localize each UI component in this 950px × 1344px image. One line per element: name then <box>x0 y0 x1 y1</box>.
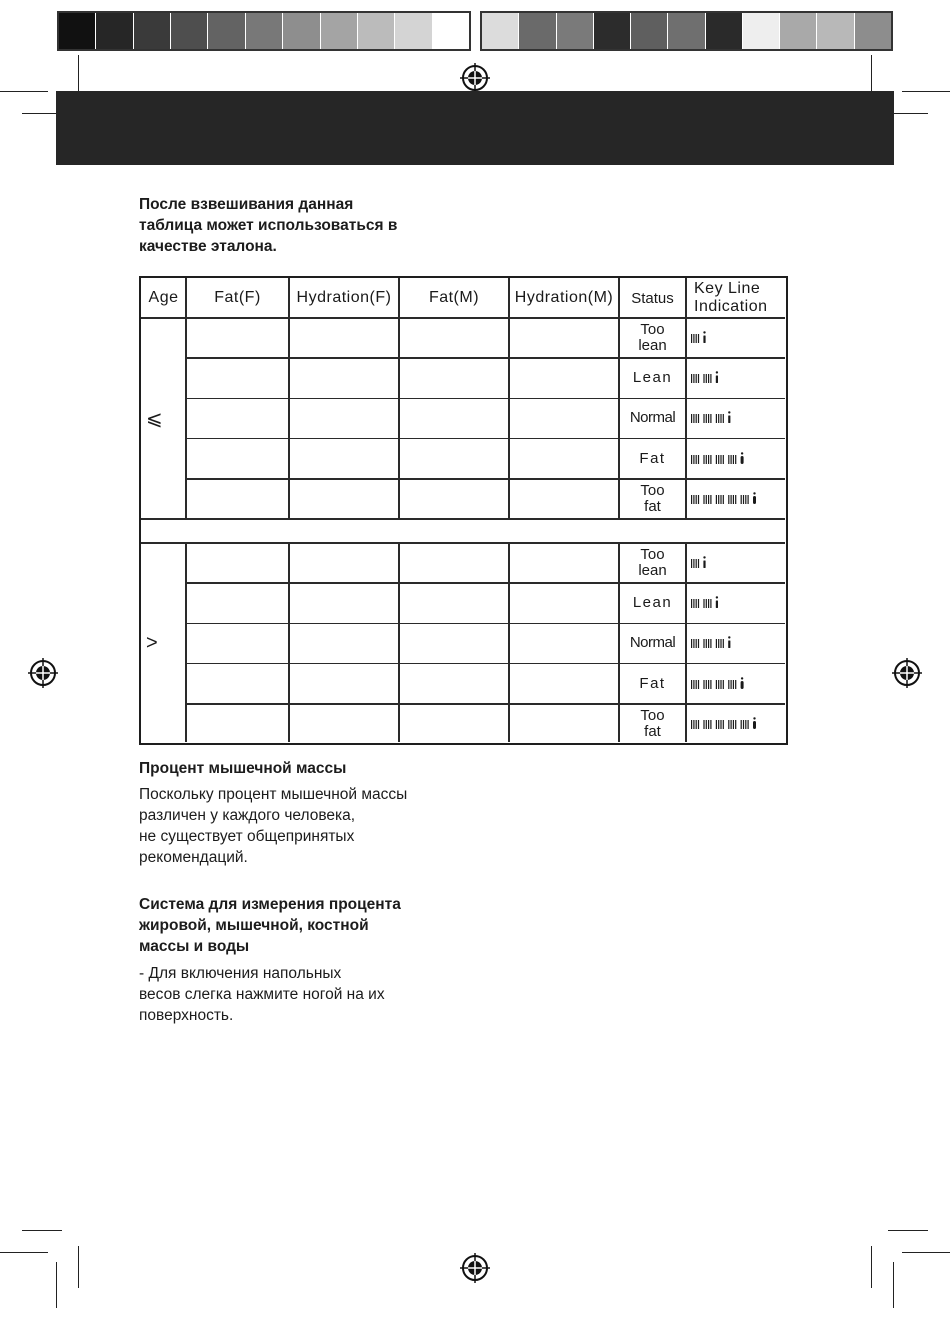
body-line: рекомендаций. <box>139 849 248 866</box>
color-swatch <box>171 13 208 49</box>
crop-mark <box>78 1246 79 1288</box>
color-swatch <box>321 13 358 49</box>
column-header: Status <box>631 289 674 307</box>
table-rule <box>288 543 290 742</box>
column-header: Age <box>148 289 179 306</box>
header-band <box>56 91 894 165</box>
bar-indicator-icon <box>690 596 724 610</box>
color-swatch <box>358 13 395 49</box>
key-line-indication <box>686 704 785 744</box>
table-rule <box>508 543 510 742</box>
status-label: Too fat <box>640 706 665 740</box>
status-label: Fat <box>639 674 666 692</box>
body-line: поверхность. <box>139 1007 234 1024</box>
color-swatch <box>594 13 631 49</box>
crop-mark <box>0 91 48 92</box>
title-line: массы и воды <box>139 938 250 955</box>
color-swatch <box>482 13 519 49</box>
bar-indicator-icon <box>690 411 736 425</box>
key-line-indication <box>686 543 785 583</box>
column-header: Fat(M) <box>428 289 480 306</box>
registration-mark-icon <box>28 658 58 688</box>
status-label: Too lean <box>638 321 667 355</box>
crop-mark <box>871 1246 872 1288</box>
color-swatch <box>780 13 817 49</box>
key-line-indication <box>686 583 785 623</box>
body-line: различен у каждого человека, <box>139 807 356 824</box>
muscle-section-title: Процент мышечной массы <box>139 760 347 777</box>
key-line-indication <box>686 479 785 519</box>
status-label: Fat <box>639 449 666 467</box>
intro-line: После взвешивания данная <box>139 196 354 213</box>
bar-indicator-icon <box>690 717 761 731</box>
crop-mark <box>902 91 950 92</box>
body-line: - Для включения напольных <box>139 965 342 982</box>
intro-line: таблица может использоваться в <box>139 217 398 234</box>
bar-indicator-icon <box>690 492 761 506</box>
crop-mark <box>888 113 928 114</box>
crop-mark <box>902 1252 950 1253</box>
status-label: Too fat <box>640 481 665 515</box>
key-line-indication <box>686 398 785 438</box>
color-swatch <box>134 13 171 49</box>
age-symbol: > <box>146 632 158 654</box>
status-label: Normal <box>629 409 676 427</box>
column-header: Hydration(M) <box>514 289 614 306</box>
system-section-body <box>139 963 469 1026</box>
muscle-section-body <box>139 784 469 868</box>
key-line-indication <box>686 664 785 704</box>
crop-mark <box>888 1230 928 1231</box>
title-line: жировой, мышечной, костной <box>139 917 369 934</box>
color-swatch <box>668 13 705 49</box>
bar-indicator-icon <box>690 677 749 691</box>
column-header: Hydration(F) <box>296 289 392 306</box>
registration-mark-icon <box>460 1253 490 1283</box>
table-rule <box>398 543 400 742</box>
key-line-indication <box>686 439 785 479</box>
color-swatch <box>96 13 133 49</box>
bar-indicator-icon <box>690 371 724 385</box>
color-swatch <box>283 13 320 49</box>
color-swatch <box>433 13 469 49</box>
status-label: Lean <box>632 594 673 612</box>
bar-indicator-icon <box>690 556 711 570</box>
registration-mark-icon <box>892 658 922 688</box>
crop-mark <box>0 1252 48 1253</box>
color-swatch <box>817 13 854 49</box>
body-line: Поскольку процент мышечной массы <box>139 786 408 803</box>
registration-mark-icon <box>460 63 490 93</box>
key-line-indication <box>686 358 785 398</box>
body-line: не существует общепринятых <box>139 828 355 845</box>
bar-indicator-icon <box>690 636 736 650</box>
status-label: Too lean <box>638 546 667 580</box>
bar-indicator-icon <box>690 331 711 345</box>
bar-indicator-icon <box>690 452 749 466</box>
color-swatch <box>855 13 891 49</box>
crop-mark <box>56 1262 57 1308</box>
color-swatch <box>557 13 594 49</box>
status-label: Lean <box>632 369 673 387</box>
color-swatch <box>631 13 668 49</box>
key-line-indication <box>686 318 785 358</box>
color-swatch <box>519 13 556 49</box>
body-line: весов слегка нажмите ногой на их <box>139 986 385 1003</box>
status-label: Normal <box>629 634 676 652</box>
color-swatch <box>706 13 743 49</box>
calibration-strip-left <box>57 11 471 51</box>
column-header: Fat(F) <box>214 289 261 306</box>
reference-table <box>139 276 788 745</box>
calibration-strip-right <box>480 11 893 51</box>
system-section-title <box>139 894 401 957</box>
intro-line: качестве эталона. <box>139 238 277 255</box>
crop-mark <box>22 1230 62 1231</box>
color-swatch <box>59 13 96 49</box>
color-swatch <box>743 13 780 49</box>
crop-mark <box>893 1262 894 1308</box>
intro-text <box>139 194 459 257</box>
color-swatch <box>395 13 432 49</box>
age-symbol: ⩽ <box>146 408 163 430</box>
color-swatch <box>246 13 283 49</box>
title-line: Система для измерения процента <box>139 896 401 913</box>
column-header: Key Line Indication <box>694 280 768 315</box>
key-line-indication <box>686 623 785 663</box>
color-swatch <box>208 13 245 49</box>
